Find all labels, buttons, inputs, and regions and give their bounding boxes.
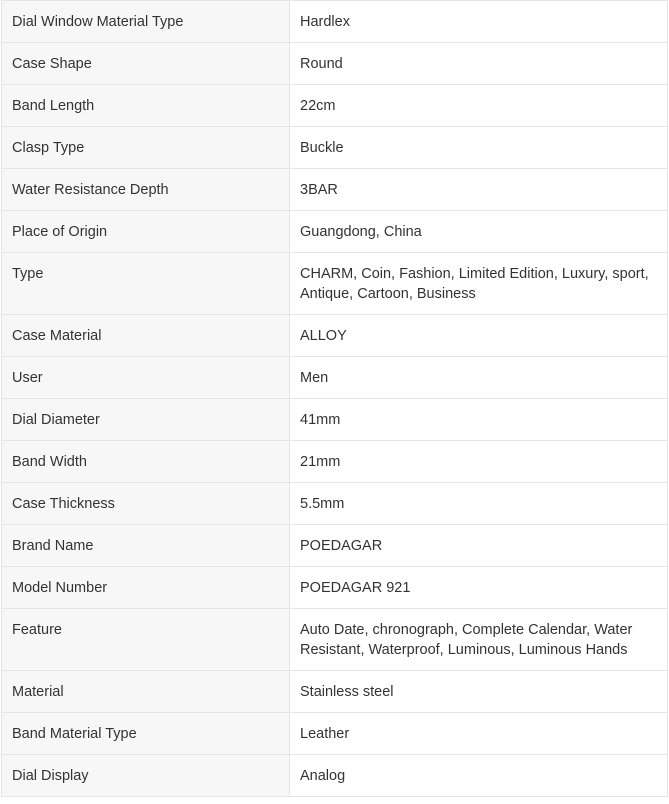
spec-row-band-width xyxy=(2,441,668,483)
spec-value: 41mm xyxy=(290,399,668,441)
spec-value: ALLOY xyxy=(290,315,668,357)
spec-row-user xyxy=(2,357,668,399)
spec-value: POEDAGAR 921 xyxy=(290,567,668,609)
spec-value: Auto Date, chronograph, Complete Calendar, Water Resistant, Waterproof, Luminous, Luminous Hands xyxy=(290,609,668,671)
specifications-table xyxy=(1,0,668,797)
spec-key: Type xyxy=(2,253,290,315)
spec-key: Dial Window Material Type xyxy=(2,1,290,43)
spec-row-dial-diameter xyxy=(2,399,668,441)
spec-row-type xyxy=(2,253,668,315)
spec-value: 3BAR xyxy=(290,169,668,211)
spec-key: Band Length xyxy=(2,85,290,127)
spec-row-case-thickness xyxy=(2,483,668,525)
spec-value: Round xyxy=(290,43,668,85)
spec-key: User xyxy=(2,357,290,399)
spec-value: Stainless steel xyxy=(290,671,668,713)
spec-key: Case Shape xyxy=(2,43,290,85)
spec-row-material xyxy=(2,671,668,713)
spec-key: Place of Origin xyxy=(2,211,290,253)
spec-value: Guangdong, China xyxy=(290,211,668,253)
spec-value: POEDAGAR xyxy=(290,525,668,567)
spec-value: Leather xyxy=(290,713,668,755)
spec-key: Case Material xyxy=(2,315,290,357)
spec-value: Men xyxy=(290,357,668,399)
spec-key: Case Thickness xyxy=(2,483,290,525)
spec-key: Dial Display xyxy=(2,755,290,797)
spec-row-dial-window-material-type xyxy=(2,1,668,43)
spec-value: 22cm xyxy=(290,85,668,127)
spec-key: Water Resistance Depth xyxy=(2,169,290,211)
spec-value: Hardlex xyxy=(290,1,668,43)
spec-key: Material xyxy=(2,671,290,713)
spec-value: 21mm xyxy=(290,441,668,483)
spec-key: Feature xyxy=(2,609,290,671)
spec-key: Brand Name xyxy=(2,525,290,567)
spec-key: Band Width xyxy=(2,441,290,483)
spec-row-case-material xyxy=(2,315,668,357)
spec-row-dial-display xyxy=(2,755,668,797)
spec-row-brand-name xyxy=(2,525,668,567)
spec-key: Dial Diameter xyxy=(2,399,290,441)
spec-key: Clasp Type xyxy=(2,127,290,169)
spec-row-clasp-type xyxy=(2,127,668,169)
spec-row-band-material-type xyxy=(2,713,668,755)
spec-row-band-length xyxy=(2,85,668,127)
spec-value: CHARM, Coin, Fashion, Limited Edition, Luxury, sport, Antique, Cartoon, Business xyxy=(290,253,668,315)
specifications-body xyxy=(2,1,668,797)
spec-row-case-shape xyxy=(2,43,668,85)
spec-key: Model Number xyxy=(2,567,290,609)
spec-row-water-resistance-depth xyxy=(2,169,668,211)
spec-value: Analog xyxy=(290,755,668,797)
spec-row-feature xyxy=(2,609,668,671)
spec-value: Buckle xyxy=(290,127,668,169)
spec-row-place-of-origin xyxy=(2,211,668,253)
spec-key: Band Material Type xyxy=(2,713,290,755)
spec-value: 5.5mm xyxy=(290,483,668,525)
spec-row-model-number xyxy=(2,567,668,609)
